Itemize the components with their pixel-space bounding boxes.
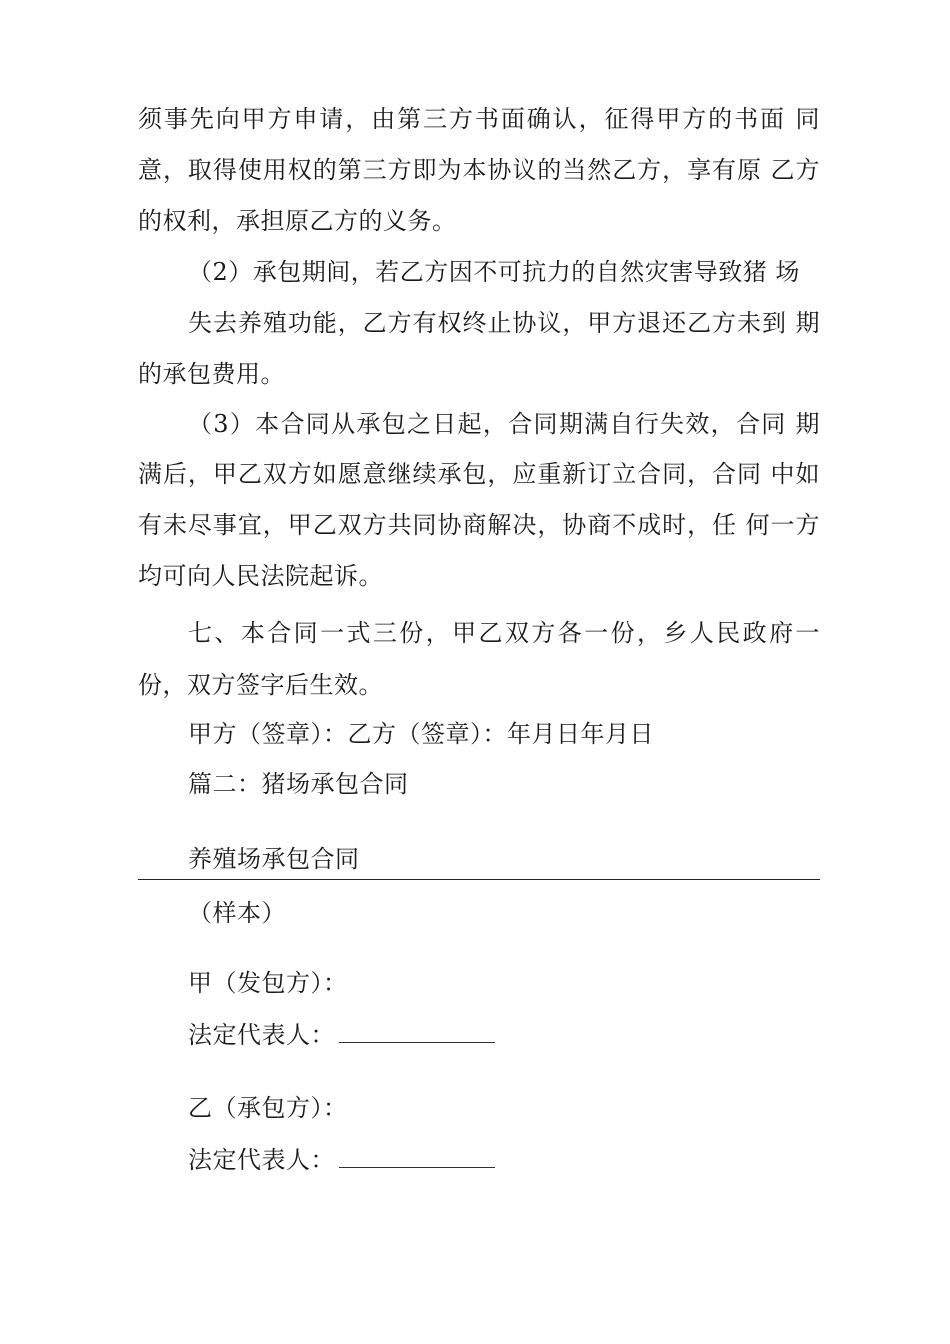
paragraph-line: 满后，甲乙双方如愿意继续承包，应重新订立合同，合同 中如: [138, 460, 820, 488]
paragraph-line: 有未尽事宜，甲乙双方共同协商解决，协商不成时，任 何一方: [138, 511, 820, 539]
section-heading: 篇二：猪场承包合同: [188, 770, 409, 798]
party-b-rep-blank: [339, 1145, 495, 1168]
party-b-rep-label: 法定代表人：: [188, 1146, 335, 1174]
party-b-label: 乙（承包方）：: [188, 1094, 348, 1122]
party-a-rep-label: 法定代表人：: [188, 1021, 335, 1049]
paragraph-line: 意，取得使用权的第三方即为本协议的当然乙方，享有原 乙方: [138, 156, 820, 184]
paragraph-line: 的承包费用。: [138, 360, 285, 388]
party-a-label: 甲（发包方）：: [188, 969, 348, 997]
party-a-representative: [188, 1020, 820, 1050]
paragraph-line: （2）承包期间，若乙方因不可抗力的自然灾害导致猪 场: [188, 258, 800, 286]
paragraph-line: 失去养殖功能，乙方有权终止协议，甲方退还乙方未到 期: [188, 309, 820, 337]
paragraph-line: 须事先向甲方申请，由第三方书面确认，征得甲方的书面 同: [138, 105, 820, 133]
header-rule: [138, 879, 820, 880]
paragraph-line: 均可向人民法院起诉。: [138, 562, 383, 590]
party-a-rep-blank: [339, 1020, 495, 1043]
paragraph-line: （3）本合同从承包之日起，合同期满自行失效，合同 期: [188, 410, 820, 438]
contract-title: 养殖场承包合同: [188, 845, 360, 873]
paragraph-line: 的权利，承担原乙方的义务。: [138, 207, 457, 235]
party-b-representative: [188, 1145, 820, 1175]
signature-line: 甲方（签章）：乙方（签章）：年月日年月日: [188, 720, 654, 748]
sample-label: （样本）: [188, 899, 286, 927]
paragraph-line: 七、本合同一式三份，甲乙双方各一份，乡人民政府一: [188, 619, 820, 647]
paragraph-line: 份，双方签字后生效。: [138, 671, 383, 699]
